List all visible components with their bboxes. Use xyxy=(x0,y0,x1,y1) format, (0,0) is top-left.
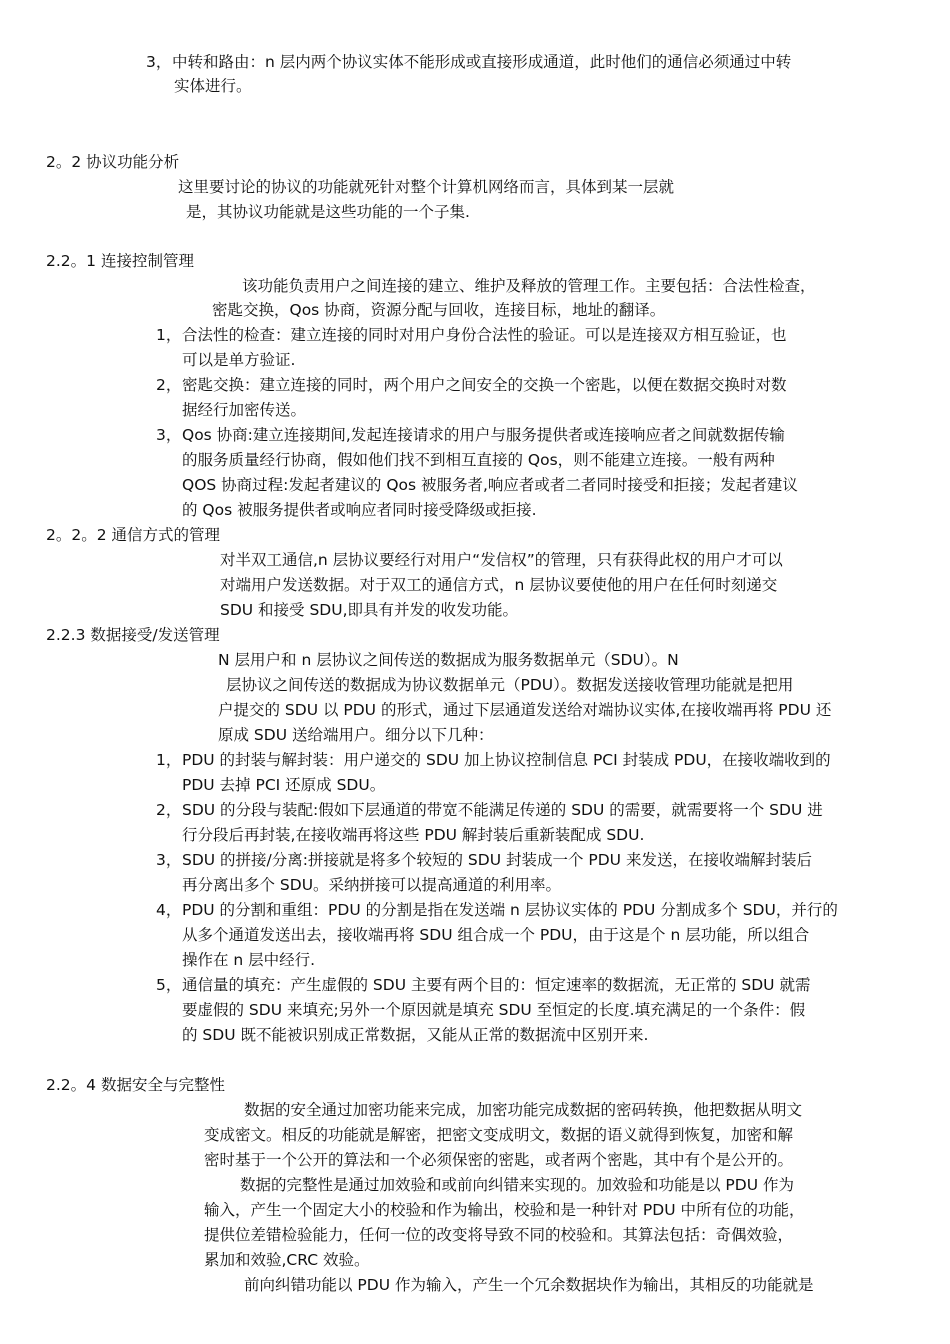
item-text: SDU 的拼接/分离:拼接就是将多个较短的 SDU 封装成一个 PDU 来发送，在接收端解封装后 xyxy=(182,851,812,869)
item-number: 2， xyxy=(156,376,182,394)
paragraph-line: 变成密文。相反的功能就是解密，把密文变成明文，数据的语义就得到恢复，加密和解 xyxy=(204,1126,794,1144)
item-text: 合法性的检查：建立连接的同时对用户身份合法性的验证。可以是连接双方相互验证，也 xyxy=(182,326,787,344)
intro-item-3 xyxy=(146,50,791,74)
item-text: SDU 的分段与装配:假如下层通道的带宽不能满足传递的 SDU 的需要，就需要将一个 SDU 进 xyxy=(182,801,823,819)
paragraph-line: 原成 SDU 送给端用户。细分以下几种： xyxy=(218,726,494,744)
item-number: 3， xyxy=(146,53,172,71)
item-text-continued: 据经行加密传送。 xyxy=(182,401,307,419)
section-heading-2-2-4: 2.2。4 数据安全与完整性 xyxy=(46,1076,225,1094)
item-text-continued: 实体进行。 xyxy=(174,77,252,95)
paragraph-line: 层协议之间传送的数据成为协议数据单元（PDU）。数据发送接收管理功能就是把用 xyxy=(226,676,794,694)
item-text-continued: 的 Qos 被服务提供者或响应者同时接受降级或拒接. xyxy=(182,501,537,519)
item-text-continued: 的服务质量经行协商，假如他们找不到相互直接的 Qos，则不能建立连接。一般有两种 xyxy=(182,451,775,469)
item-number: 2， xyxy=(156,801,182,819)
item-text: PDU 的封装与解封装：用户递交的 SDU 加上协议控制信息 PCI 封装成 PDU，在接收端收到的 xyxy=(182,751,831,769)
item-text-continued: QOS 协商过程:发起者建议的 Qos 被服务者,响应者或者二者同时接受和拒接；发起者建议 xyxy=(182,476,798,494)
item-text-continued: 操作在 n 层中经行. xyxy=(182,951,316,969)
item-text-continued: 从多个通道发送出去，接收端再将 SDU 组合成一个 PDU，由于这是个 n 层功能，所以组合 xyxy=(182,926,810,944)
item-number: 3， xyxy=(156,426,182,444)
item-number: 3， xyxy=(156,851,182,869)
paragraph-line: N 层用户和 n 层协议之间传送的数据成为服务数据单元（SDU）。N xyxy=(218,651,679,669)
section-heading-2-2: 2。2 协议功能分析 xyxy=(46,153,180,171)
item-number: 5， xyxy=(156,976,182,994)
item-text: 密匙交换：建立连接的同时，两个用户之间安全的交换一个密匙，以便在数据交换时对数 xyxy=(182,376,787,394)
list-item xyxy=(156,423,785,447)
item-text-continued: 要虚假的 SDU 来填充;另外一个原因就是填充 SDU 至恒定的长度.填充满足的一个条件：假 xyxy=(182,1001,806,1019)
list-item xyxy=(156,373,787,397)
paragraph-line: 密匙交换，Qos 协商，资源分配与回收，连接目标，地址的翻译。 xyxy=(212,301,666,319)
item-text-continued: 再分离出多个 SDU。采纳拼接可以提高通道的利用率。 xyxy=(182,876,562,894)
list-item xyxy=(156,898,838,922)
paragraph-line: SDU 和接受 SDU,即具有并发的收发功能。 xyxy=(220,601,519,619)
paragraph-line: 户提交的 SDU 以 PDU 的形式，通过下层通道发送给对端协议实体,在接收端再将 PDU 还 xyxy=(218,701,832,719)
paragraph-line: 输入，产生一个固定大小的校验和作为输出，校验和是一种针对 PDU 中所有位的功能， xyxy=(204,1201,805,1219)
item-text: Qos 协商:建立连接期间,发起连接请求的用户与服务提供者或连接响应者之间就数据传输 xyxy=(182,426,785,444)
list-item xyxy=(156,323,787,347)
section-heading-2-2-3: 2.2.3 数据接受/发送管理 xyxy=(46,626,220,644)
item-text-continued: 可以是单方验证. xyxy=(182,351,296,369)
section-heading-2-2-1: 2.2。1 连接控制管理 xyxy=(46,252,194,270)
list-item xyxy=(156,973,810,997)
paragraph-line: 该功能负责用户之间连接的建立、维护及释放的管理工作。主要包括：合法性检查， xyxy=(242,277,816,295)
paragraph-line: 累加和效验,CRC 效验。 xyxy=(204,1251,370,1269)
paragraph-line: 前向纠错功能以 PDU 作为输入，产生一个冗余数据块作为输出，其相反的功能就是 xyxy=(244,1276,814,1294)
section-heading-2-2-2: 2。2。2 通信方式的管理 xyxy=(46,526,221,544)
paragraph-line: 这里要讨论的协议的功能就死针对整个计算机网络而言，具体到某一层就 xyxy=(178,178,675,196)
item-text: 中转和路由：n 层内两个协议实体不能形成或直接形成通道，此时他们的通信必须通过中转 xyxy=(172,53,792,71)
list-item xyxy=(156,798,823,822)
paragraph-line: 数据的完整性是通过加效验和或前向纠错来实现的。加效验和功能是以 PDU 作为 xyxy=(240,1176,794,1194)
item-text-continued: 的 SDU 既不能被识别成正常数据，又能从正常的数据流中区别开来. xyxy=(182,1026,649,1044)
item-text: 通信量的填充：产生虚假的 SDU 主要有两个目的：恒定速率的数据流，无正常的 SDU 就需 xyxy=(182,976,811,994)
paragraph-line: 提供位差错检验能力，任何一位的改变将导致不同的校验和。其算法包括：奇偶效验， xyxy=(204,1226,794,1244)
paragraph-line: 是，其协议功能就是这些功能的一个子集. xyxy=(186,203,470,221)
item-number: 1， xyxy=(156,326,182,344)
paragraph-line: 对端用户发送数据。对于双工的通信方式，n 层协议要使他的用户在任何时刻递交 xyxy=(220,576,778,594)
item-text: PDU 的分割和重组：PDU 的分割是指在发送端 n 层协议实体的 PDU 分割成多个 SDU，并行的 xyxy=(182,901,838,919)
paragraph-line: 数据的安全通过加密功能来完成，加密功能完成数据的密码转换，他把数据从明文 xyxy=(244,1101,803,1119)
paragraph-line: 密时基于一个公开的算法和一个必须保密的密匙，或者两个密匙，其中有个是公开的。 xyxy=(204,1151,794,1169)
list-item xyxy=(156,748,831,772)
item-number: 1， xyxy=(156,751,182,769)
item-text-continued: 行分段后再封装,在接收端再将这些 PDU 解封装后重新装配成 SDU. xyxy=(182,826,645,844)
paragraph-line: 对半双工通信,n 层协议要经行对用户“发信权”的管理，只有获得此权的用户才可以 xyxy=(220,551,783,569)
item-number: 4， xyxy=(156,901,182,919)
list-item xyxy=(156,848,812,872)
item-text-continued: PDU 去掉 PCI 还原成 SDU。 xyxy=(182,776,386,794)
